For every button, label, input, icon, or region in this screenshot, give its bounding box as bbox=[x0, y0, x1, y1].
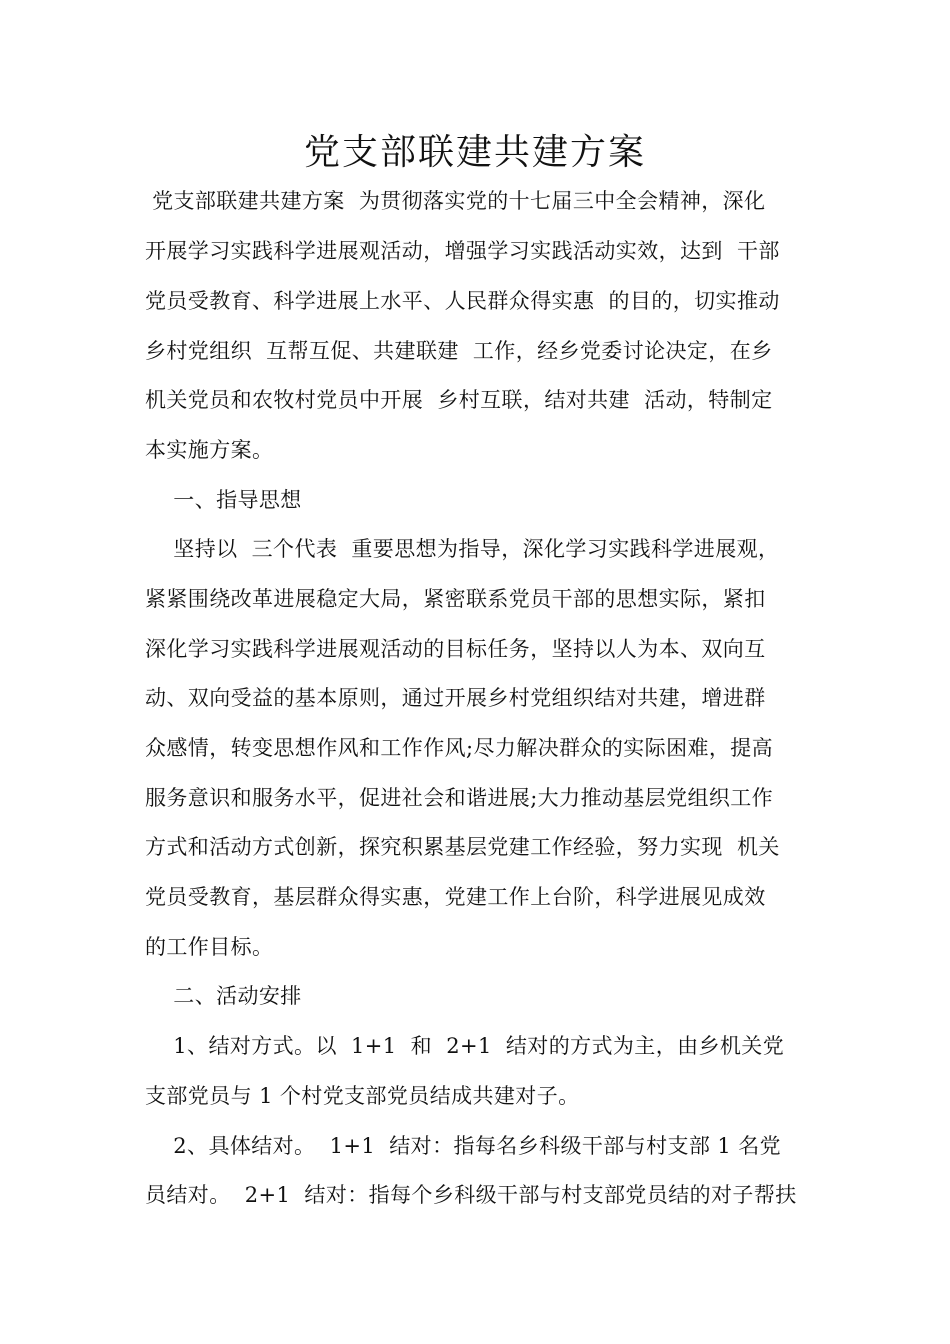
body-line: 党员受教育、科学进展上水平、人民群众得实惠 的目的，切实推动 bbox=[145, 289, 780, 313]
body-line: 方式和活动方式创新，探究积累基层党建工作经验，努力实现 机关 bbox=[145, 835, 780, 859]
body-line: 坚持以 三个代表 重要思想为指导，深化学习实践科学进展观， bbox=[145, 537, 780, 561]
body-line: 员结对。 2+1 结对：指每个乡科级干部与村支部党员结的对子帮扶 bbox=[145, 1183, 797, 1207]
body-line: 的工作目标。 bbox=[145, 935, 274, 959]
document-title: 党支部联建共建方案 bbox=[303, 132, 646, 173]
body-line: 本实施方案。 bbox=[145, 438, 274, 462]
body-line: 动、双向受益的基本原则，通过开展乡村党组织结对共建，增进群 bbox=[145, 686, 766, 710]
body-line: 党员受教育，基层群众得实惠，党建工作上台阶，科学进展见成效 bbox=[145, 885, 766, 909]
body-line: 开展学习实践科学进展观活动，增强学习实践活动实效，达到 干部 bbox=[145, 239, 780, 263]
body-line: 2、具体结对。 1+1 结对：指每名乡科级干部与村支部 1 名党 bbox=[145, 1134, 781, 1158]
body-line: 紧紧围绕改革进展稳定大局，紧密联系党员干部的思想实际，紧扣 bbox=[145, 587, 766, 611]
section-heading: 一、指导思想 bbox=[145, 488, 302, 512]
body-line: 党支部联建共建方案 为贯彻落实党的十七届三中全会精神，深化 bbox=[145, 189, 766, 213]
body-line: 服务意识和服务水平，促进社会和谐进展;大力推动基层党组织工作 bbox=[145, 786, 774, 810]
body-line: 乡村党组织 互帮互促、共建联建 工作，经乡党委讨论决定，在乡 bbox=[145, 339, 773, 363]
body-line: 深化学习实践科学进展观活动的目标任务，坚持以人为本、双向互 bbox=[145, 637, 766, 661]
body-line: 众感情，转变思想作风和工作作风;尽力解决群众的实际困难，提高 bbox=[145, 736, 774, 760]
body-line: 1、结对方式。以 1+1 和 2+1 结对的方式为主，由乡机关党 bbox=[145, 1034, 785, 1058]
body-line: 支部党员与 1 个村党支部党员结成共建对子。 bbox=[145, 1084, 580, 1108]
body-line: 机关党员和农牧村党员中开展 乡村互联，结对共建 活动，特制定 bbox=[145, 388, 773, 412]
section-heading: 二、活动安排 bbox=[145, 984, 302, 1008]
